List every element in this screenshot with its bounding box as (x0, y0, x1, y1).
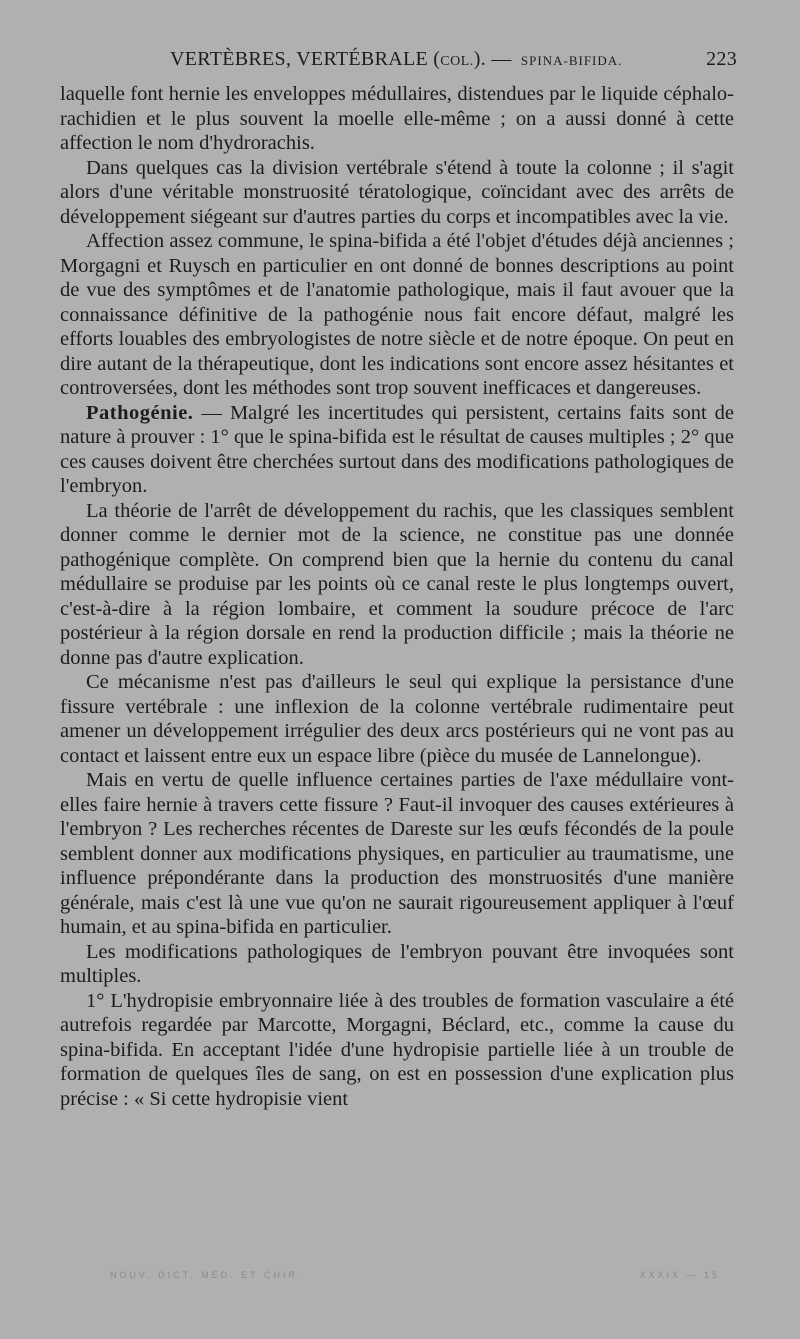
title-col: COL. (440, 54, 474, 69)
title-sub: SPINA-BIFIDA. (520, 53, 623, 68)
body-text (60, 82, 734, 1111)
paragraph-1: laquelle font hernie les enveloppes médullaires, distendues par le liquide céphalo-rachidien et le plus souvent la moelle elle-même ; on a aussi donné à cette affection le nom d'hydrorachis. (60, 83, 734, 154)
paragraph-3: Affection assez commune, le spina-bifida a été l'objet d'études déjà anciennes ; Morgagni et Ruysch en particulier en ont donné de bonnes descriptions au point de vue des symptômes et de l'anatomie pathologique, mais il faut avouer que la connaissance définitive de la pathogénie nous fait encore défaut, malgré les efforts louables des embryologistes de notre siècle et de notre époque. On peut en dire autant de la thérapeutique, dont les indications sont encore assez hésitantes et controversées, dont les méthodes sont trop souvent inefficaces et dangereuses. (60, 230, 734, 399)
running-title (170, 48, 622, 71)
page-number: 223 (706, 48, 737, 70)
footer-signature-left: NOUV. DICT. MÉD. ET CHIR. (110, 1270, 304, 1280)
paragraph-5: La théorie de l'arrêt de développement du rachis, que les classiques semblent donner comme le dernier mot de la science, ne constitue pas une donnée pathogénique complète. On comprend bien que la hernie du contenu du canal médullaire se produise par les points où ce canal reste le plus longtemps ouvert, c'est-à-dire à la région lombaire, et comment la soudure précoce de l'arc postérieur à la région dorsale en rend la production difficile ; mais la théorie ne donne pas d'autre explication. (60, 499, 734, 669)
paragraph-7: Mais en vertu de quelle influence certaines parties de l'axe médullaire vont-elles faire hernie à travers cette fissure ? Faut-il invoquer des causes extérieures à l'embryon ? Les recherches récentes de Dareste sur les œufs fécondés de la poule semblent donner aux modifications physiques, en particulier au traumatisme, une influence prépondérante dans la production des monstruosités d'une manière générale, mais c'est là une vue qu'on ne saurait rigoureusement appliquer à l'œuf humain, et au spina-bifida en particulier. (60, 769, 734, 938)
footer-bleed-through (110, 1270, 730, 1290)
running-header (60, 44, 737, 74)
paragraph-8: Les modifications pathologiques de l'embryon pouvant être invoquées sont multiples. (60, 940, 734, 987)
paragraph-9: 1° L'hydropisie embryonnaire liée à des troubles de formation vasculaire a été autrefois regardée par Marcotte, Morgagni, Béclard, etc., comme la cause du spina-bifida. En acceptant l'idée d'une hydropisie partielle liée à un trouble de formation de quelques îles de sang, on est en possession d'une explication plus précise : « Si cette hydropisie vient (60, 989, 734, 1110)
footer-signature-right: XXXIX — 15 (639, 1270, 720, 1280)
title-main: VERTÈBRES, VERTÉBRALE ( (170, 48, 441, 70)
paragraph-pathogenie (60, 401, 734, 499)
section-heading-pathogenie: Pathogénie. (86, 401, 194, 424)
paragraph-4-text: — Malgré les incertitudes qui persistent, certains faits sont de nature à prouver : 1° que le spina-bifida est le résultat de causes multiples ; 2° que ces causes doivent être cherchées surtout dans des modifications pathologiques de l'embryon. (60, 401, 735, 497)
paragraph-2: Dans quelques cas la division vertébrale s'étend à toute la colonne ; il s'agit alors d'une véritable monstruosité tératologique, coïncidant avec des arrêts de développement siégeant sur d'autres parties du corps et incompatibles avec la vie. (60, 156, 734, 228)
title-close: ). (473, 48, 487, 70)
title-dash: — (486, 48, 517, 70)
paragraph-6: Ce mécanisme n'est pas d'ailleurs le seul qui explique la persistance d'une fissure vertébrale : une inflexion de la colonne vertébrale rudimentaire peut amener un développement irrégulier des deux arcs postérieurs qui ne vont pas au contact et laissent entre eux un espace libre (pièce du musée de Lannelongue). (60, 671, 734, 767)
